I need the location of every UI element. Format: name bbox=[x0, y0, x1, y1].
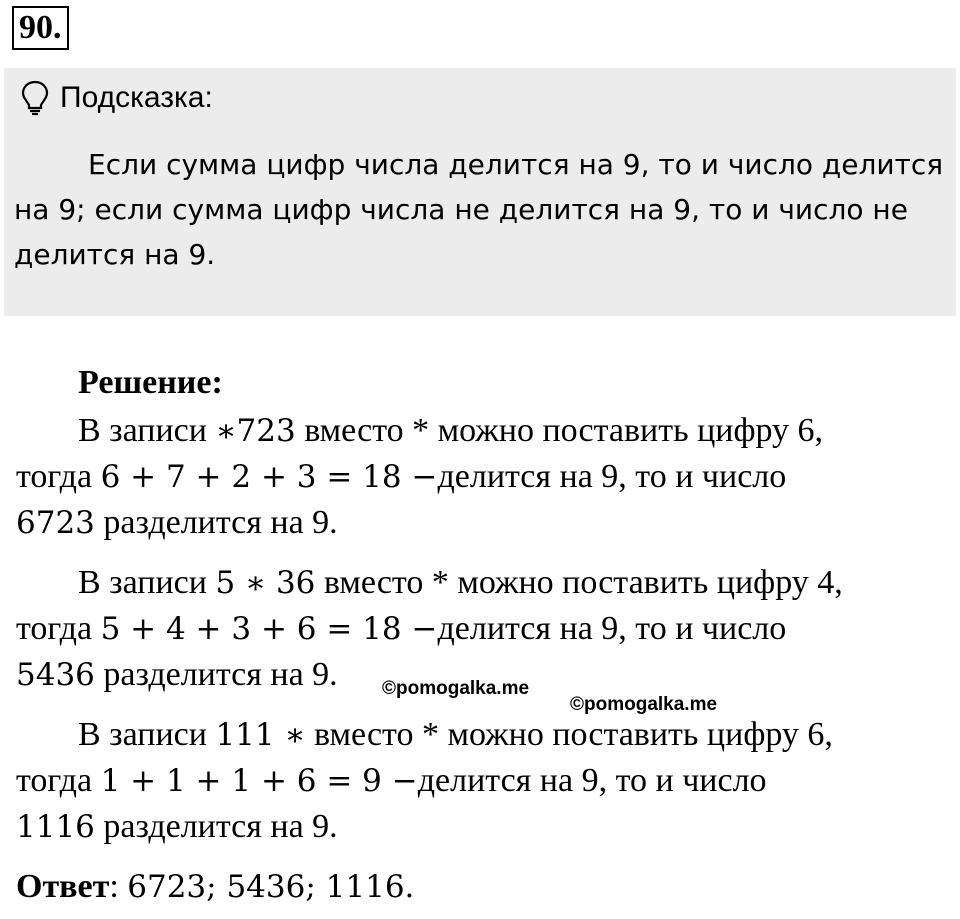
text: В записи bbox=[78, 564, 216, 601]
solution bbox=[16, 360, 936, 910]
solution-title: Решение: bbox=[78, 364, 223, 401]
solution-paragraph-1 bbox=[16, 408, 936, 546]
digit-pattern: 111 ∗ bbox=[215, 717, 306, 753]
answer-separator: : bbox=[109, 868, 119, 905]
digit-pattern: 5 ∗ 36 bbox=[215, 565, 316, 601]
solution-paragraph-3 bbox=[16, 712, 936, 850]
answer-value: 6723; 5436; 1116. bbox=[127, 869, 415, 905]
result-number: 5436 bbox=[16, 657, 95, 693]
hint-header bbox=[20, 80, 213, 116]
digit-sum: 6 + 7 + 2 + 3 = 18 − bbox=[100, 459, 438, 495]
text: тогда bbox=[16, 458, 101, 495]
watermark: ©pomogalka.me bbox=[382, 678, 530, 699]
text: вместо * можно поставить цифру 4, bbox=[315, 564, 843, 601]
answer bbox=[16, 864, 936, 910]
text: тогда bbox=[16, 610, 101, 647]
text: В записи bbox=[78, 412, 216, 449]
text: разделится на 9. bbox=[94, 656, 338, 693]
text: разделится на 9. bbox=[94, 504, 338, 541]
result-number: 1116 bbox=[16, 809, 95, 845]
lightbulb-icon bbox=[20, 80, 50, 116]
hint-paragraph: Если сумма цифр числа делится на 9, то и число делится на 9; если сумма цифр числа не делится на 9, то и число не делится на 9. bbox=[14, 148, 944, 271]
digit-pattern: ∗723 bbox=[215, 413, 296, 449]
text: делится на 9, то и число bbox=[437, 610, 787, 647]
digit-sum: 5 + 4 + 3 + 6 = 18 − bbox=[100, 611, 438, 647]
result-number: 6723 bbox=[16, 505, 95, 541]
text: делится на 9, то и число bbox=[437, 458, 787, 495]
hint-box bbox=[4, 68, 956, 316]
text: тогда bbox=[16, 762, 101, 799]
watermark: ©pomogalka.me bbox=[570, 694, 718, 715]
digit-sum: 1 + 1 + 1 + 6 = 9 − bbox=[100, 763, 418, 799]
hint-text bbox=[14, 142, 950, 277]
answer-label: Ответ bbox=[16, 868, 110, 905]
text: вместо * можно поставить цифру 6, bbox=[295, 412, 824, 449]
task-number: 90. bbox=[12, 6, 69, 50]
text: вместо * можно поставить цифру 6, bbox=[305, 716, 833, 753]
text: разделится на 9. bbox=[94, 808, 338, 845]
text: делится на 9, то и число bbox=[417, 762, 767, 799]
text: В записи bbox=[78, 716, 216, 753]
hint-title: Подсказка: bbox=[60, 81, 213, 114]
